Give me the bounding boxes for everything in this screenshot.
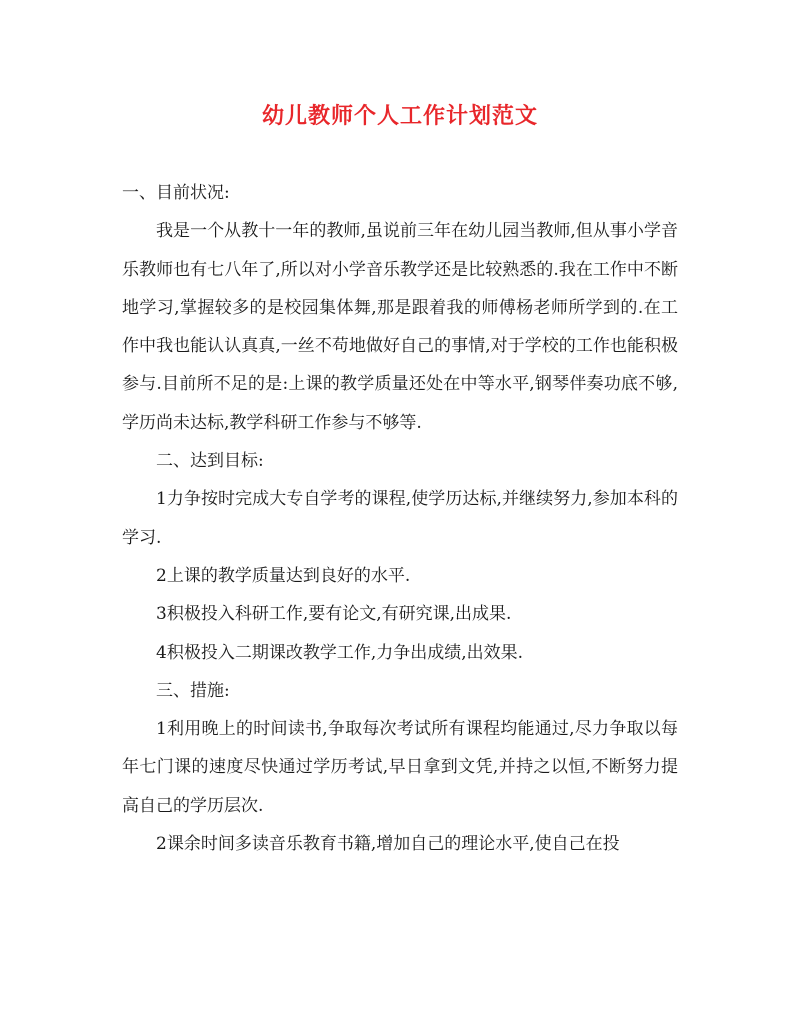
section-heading-current-status: 一、目前状况: [122, 183, 230, 203]
document-title: 幼儿教师个人工作计划范文 [261, 103, 538, 129]
document-body [122, 174, 678, 863]
section-heading-goals: 二、达到目标: [156, 451, 264, 472]
measure-item-1: 1利用晚上的时间读书,争取每次考试所有课程均能通过,尽力争取以每年七门课的速度尽快通过学历考试,早日拿到文凭,并持之以恒,不断努力提高自己的学历层次. [122, 719, 678, 816]
goal-item-3: 3积极投入科研工作,要有论文,有研究课,出成果. [156, 604, 512, 625]
measure-item-2: 2课余时间多读音乐教育书籍,增加自己的理论水平,使自己在投 [156, 834, 620, 855]
goal-item-4: 4积极投入二期课改教学工作,力争出成绩,出效果. [156, 642, 524, 663]
goal-item-1: 1力争按时完成大专自学考的课程,使学历达标,并继续努力,参加本科的学习. [122, 489, 678, 548]
section-heading-measures: 三、措施: [156, 680, 230, 701]
goal-item-2: 2上课的教学质量达到良好的水平. [156, 565, 411, 586]
paragraph-current-status: 我是一个从教十一年的教师,虽说前三年在幼儿园当教师,但从事小学音乐教师也有七八年了,所以对小学音乐教学还是比较熟悉的.我在工作中不断地学习,掌握较多的是校园集体舞,那是跟着我的师傅杨老师所学到的.在工作中我也能认认真真,一丝不苟地做好自己的事情,对于学校的工作也能积极参与.目前所不足的是:上课的教学质量还处在中等水平,钢琴伴奏功底不够,学历尚未达标,教学科研工作参与不够等. [122, 221, 678, 433]
